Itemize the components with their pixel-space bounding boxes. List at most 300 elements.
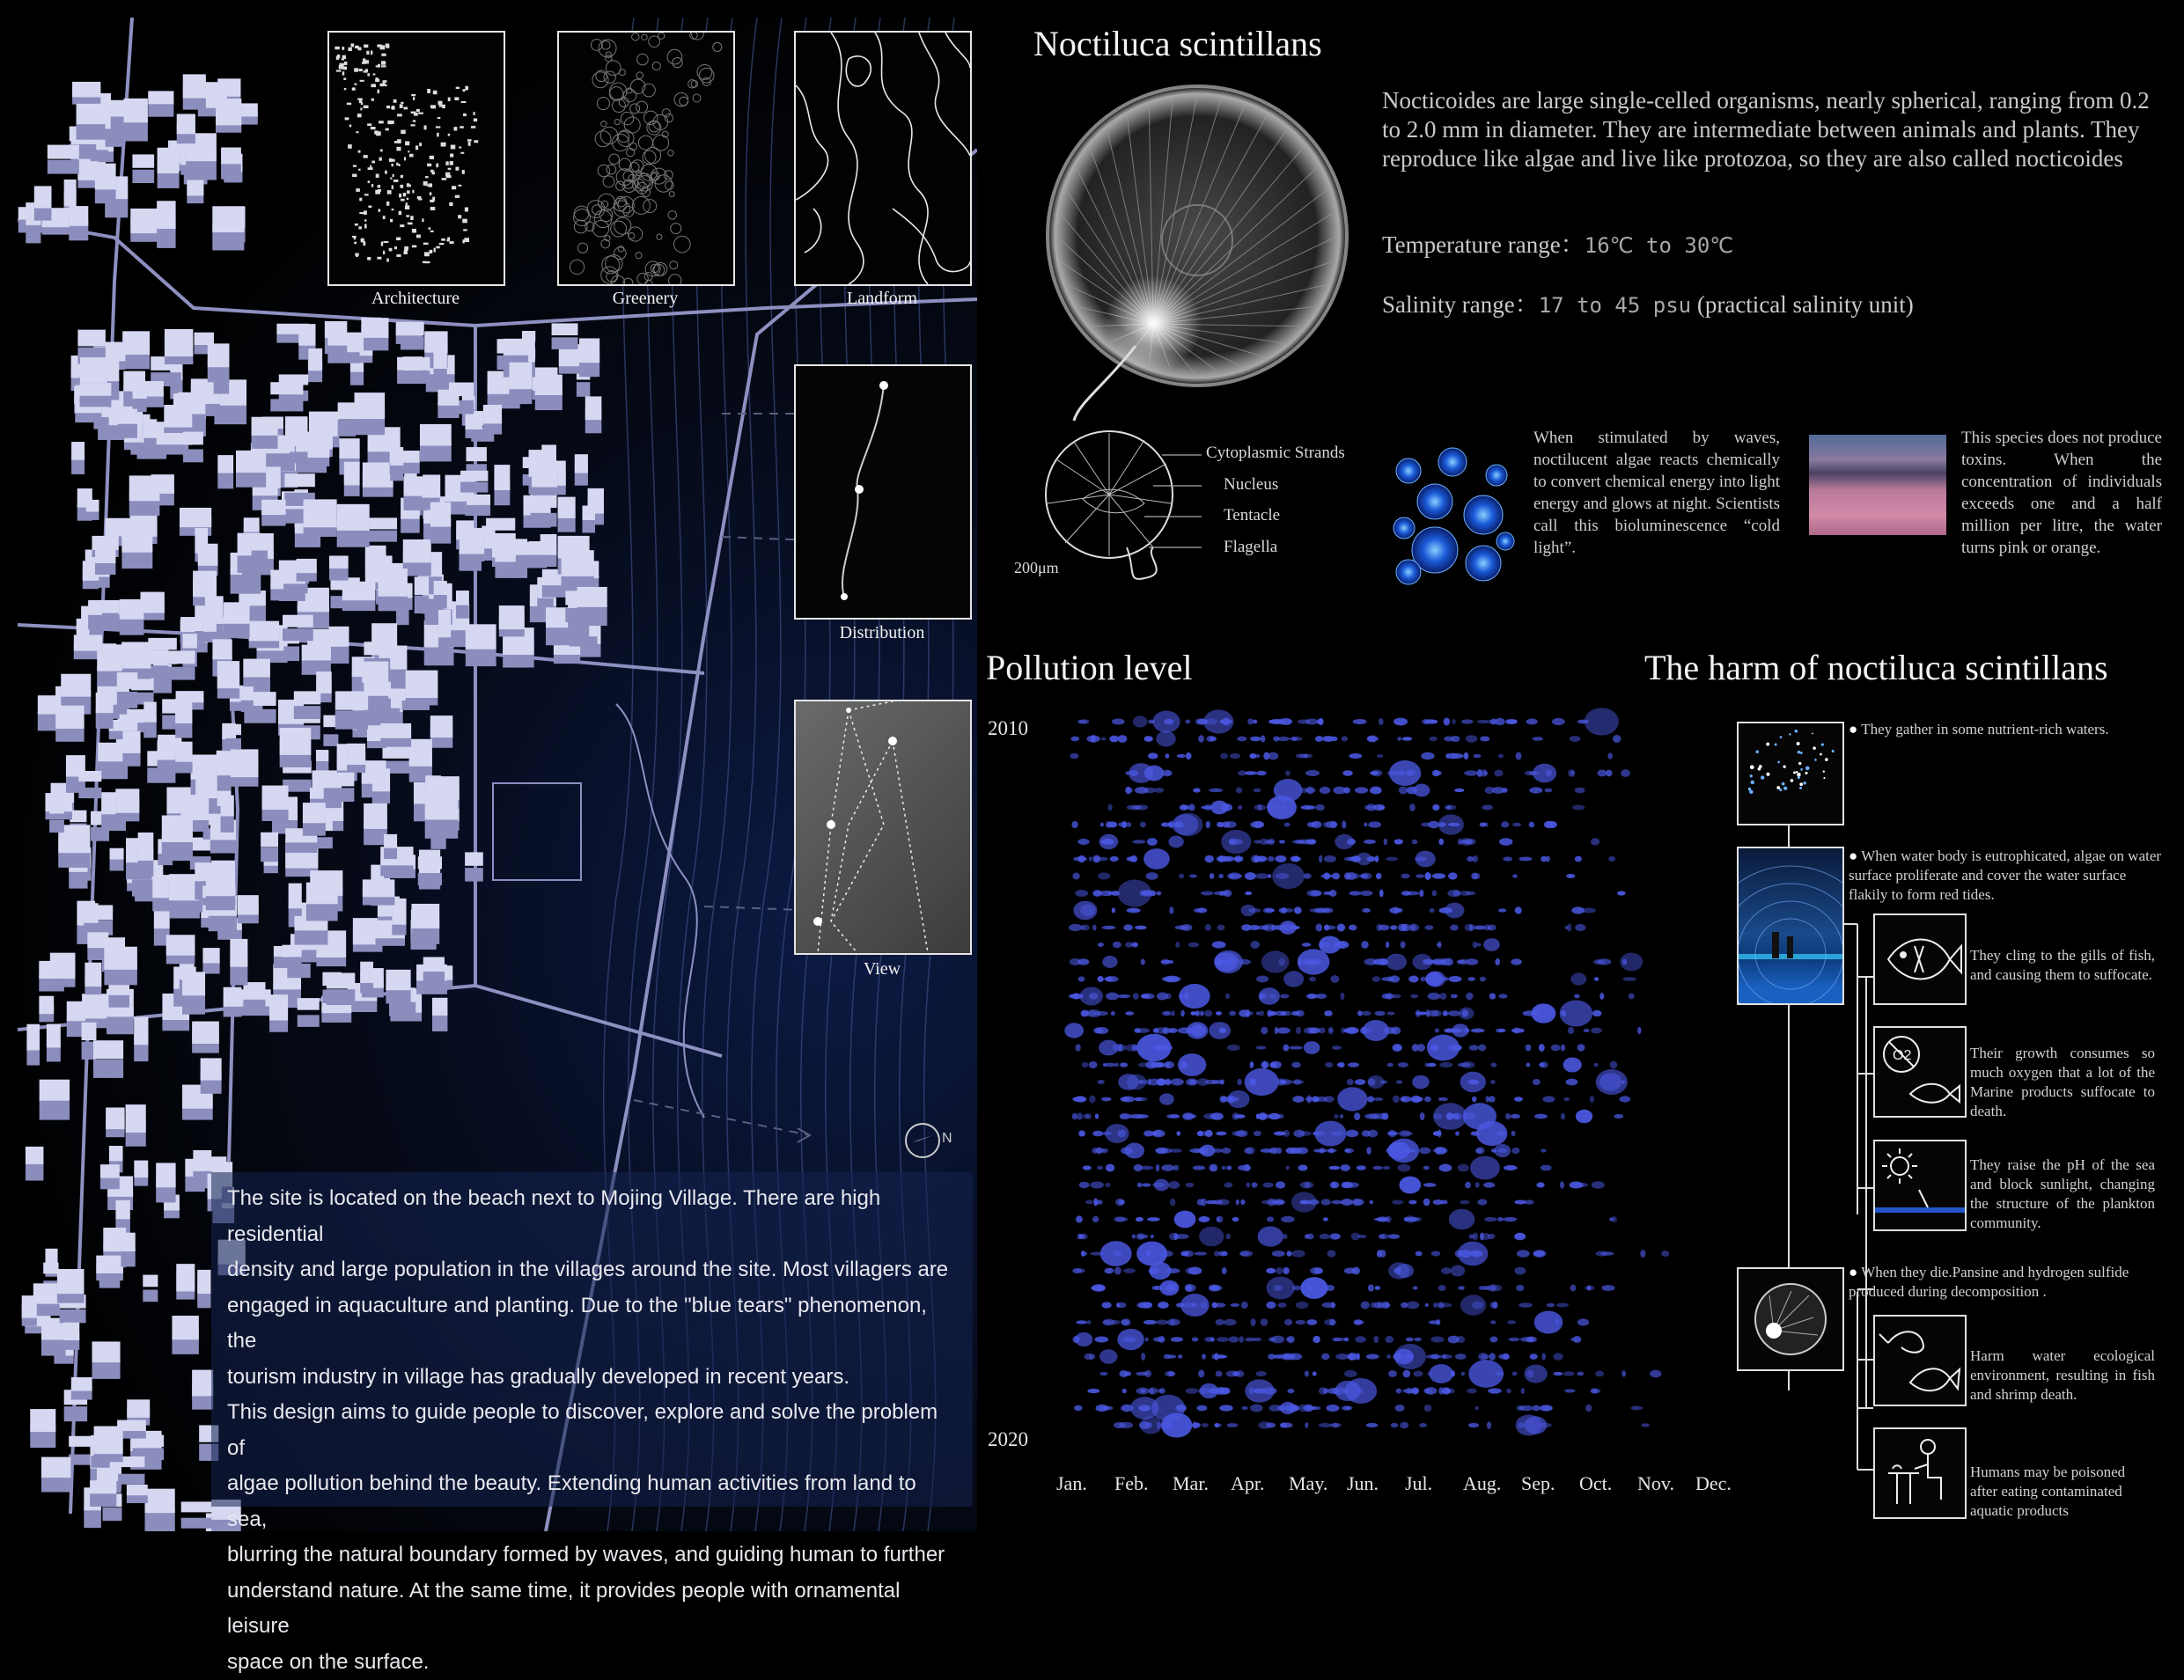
pollution-dot	[1607, 752, 1612, 759]
pollution-dot	[1519, 1405, 1533, 1411]
pollution-dot	[1368, 1284, 1374, 1291]
pollution-dot	[1140, 822, 1146, 828]
pollution-dot	[1354, 1112, 1360, 1120]
pollution-dot	[1412, 1075, 1430, 1089]
pollution-dot	[1247, 1011, 1254, 1016]
pollution-dot	[1121, 1318, 1130, 1326]
pollution-dot	[1462, 1009, 1469, 1016]
pollution-dot	[1556, 1303, 1569, 1308]
pollution-dot	[1342, 821, 1346, 829]
pollution-dot	[1280, 1422, 1287, 1427]
pollution-dot	[1421, 752, 1434, 759]
pollution-dot	[1070, 753, 1078, 759]
pollution-dot	[1592, 1010, 1602, 1016]
pollution-dot	[1076, 1215, 1083, 1222]
pollution-dot	[1280, 994, 1289, 998]
pollution-dot	[1075, 890, 1088, 897]
pollution-dot	[1136, 1242, 1167, 1266]
pollution-dot	[1200, 1010, 1203, 1016]
pollution-dot	[1287, 1251, 1292, 1256]
pollution-dot	[1289, 1405, 1298, 1412]
description-line: algae pollution behind the beauty. Extending human activities from land to sea,	[227, 1466, 957, 1537]
pollution-dot	[1430, 1354, 1440, 1360]
pollution-dot	[1186, 1183, 1195, 1188]
pollution-dot	[1094, 1284, 1106, 1292]
pollution-dot	[1214, 1302, 1225, 1307]
pollution-dot	[1469, 925, 1473, 931]
pollution-dot	[1357, 1165, 1366, 1170]
pollution-dot	[1198, 1131, 1202, 1136]
month-label: Dec.	[1695, 1472, 1732, 1495]
harm-point-1: ● They gather in some nutrient-rich waters.	[1849, 720, 2166, 739]
pollution-dot	[1268, 1354, 1276, 1359]
pollution-dot	[1130, 1114, 1143, 1119]
pollution-dot	[1433, 1302, 1438, 1308]
pollution-dot	[1108, 804, 1113, 811]
bioluminescence-text: When stimulated by waves, noctilucent algae reacts chemically to convert chemical energy into light energy and glows at night. Scientists call this bioluminescence “cold light”.	[1533, 427, 1780, 559]
pollution-dot	[1077, 839, 1089, 845]
pollution-dot	[1237, 1079, 1241, 1085]
pollution-dot	[1313, 1371, 1317, 1376]
pollution-dot	[1490, 1080, 1496, 1084]
pollution-dot	[1489, 1096, 1496, 1102]
pollution-dot	[1379, 718, 1384, 725]
pollution-dot	[1307, 822, 1317, 827]
pollution-dot	[1474, 1406, 1478, 1411]
pollution-dot	[1121, 1405, 1133, 1412]
pollution-dot	[1241, 905, 1256, 916]
pollution-dot	[1570, 736, 1581, 742]
pollution-dot	[1423, 1166, 1430, 1170]
pollution-dot	[1227, 1045, 1240, 1051]
pollution-dot	[1261, 1318, 1268, 1325]
pollution-dot	[1529, 787, 1542, 793]
month-label: Aug.	[1463, 1472, 1501, 1495]
pollution-dot	[1597, 770, 1607, 777]
landform-label: Landform	[794, 289, 970, 309]
pollution-dot	[1106, 1164, 1115, 1172]
pollution-dot	[1469, 1045, 1479, 1051]
pollution-dot	[1387, 771, 1400, 776]
pollution-dot	[1085, 1200, 1093, 1205]
pollution-dot	[1154, 1045, 1162, 1051]
pollution-dot	[1133, 993, 1139, 1000]
pollution-dot	[1216, 1011, 1222, 1016]
pollution-dot	[1320, 787, 1330, 794]
pollution-dot	[1396, 1080, 1402, 1083]
pollution-dot	[1504, 1217, 1517, 1221]
pollution-dot	[1159, 1280, 1179, 1296]
pollution-dot	[1629, 994, 1635, 1000]
pollution-dot	[1107, 821, 1117, 827]
pollution-dot	[1608, 856, 1615, 862]
pollution-title: Pollution level	[986, 647, 1192, 688]
pollution-dot	[1553, 1372, 1563, 1376]
pollution-dot	[1551, 1045, 1561, 1052]
pollution-dot	[1143, 848, 1170, 869]
pollution-dot	[1145, 872, 1158, 880]
pollution-dot	[1458, 1164, 1469, 1172]
pollution-dot	[1285, 770, 1291, 775]
pollution-dot	[1339, 1062, 1345, 1067]
pollution-dot	[1103, 1320, 1111, 1324]
pollution-dot	[1342, 770, 1352, 776]
pollution-dot	[1105, 1124, 1129, 1143]
pollution-dot	[1101, 1302, 1111, 1308]
pollution-dot	[1525, 771, 1535, 776]
pollution-dot	[1091, 735, 1096, 743]
pollution-dot	[1620, 953, 1643, 972]
pollution-dot	[1460, 1200, 1469, 1204]
pollution-dot	[1485, 787, 1495, 794]
pollution-dot	[1355, 1336, 1366, 1343]
harm-point-2: ● When water body is eutrophicated, algae on water surface proliferate and cover the water surface flakily to form red tides.	[1849, 847, 2166, 905]
description-line: The site is located on the beach next to Mojing Village. There are high residential	[227, 1181, 957, 1252]
pollution-dot	[1433, 1199, 1444, 1205]
pollution-dot	[1476, 1148, 1485, 1155]
pollution-dot	[1084, 1251, 1087, 1255]
pollution-dot	[1334, 941, 1337, 948]
pollution-dot	[1577, 1044, 1585, 1051]
pollution-dot	[1344, 1370, 1357, 1377]
pollution-dot	[1191, 1024, 1206, 1036]
pollution-dot	[1238, 1165, 1251, 1170]
pollution-dot	[1435, 1131, 1440, 1136]
pollution-dot	[1323, 891, 1333, 895]
pollution-dot	[1215, 1423, 1218, 1427]
pollution-dot	[1222, 1166, 1226, 1170]
pollution-dot	[1333, 1338, 1344, 1341]
pollution-dot	[1165, 753, 1169, 759]
pollution-dot	[1276, 1027, 1290, 1033]
month-label: Jun.	[1347, 1472, 1379, 1495]
pollution-dot	[1144, 766, 1164, 781]
pollution-dot	[1501, 821, 1509, 827]
view-inset	[794, 700, 972, 955]
pollution-dot	[1414, 1338, 1421, 1342]
pollution-dot	[1384, 1112, 1389, 1119]
pollution-dot	[1229, 1336, 1239, 1342]
pollution-dot	[1287, 1336, 1295, 1344]
pollution-dot	[1367, 736, 1378, 743]
pollution-dot	[1547, 1303, 1555, 1308]
pollution-dot	[1118, 1044, 1122, 1052]
pollution-dot	[1319, 1423, 1332, 1427]
pollution-dot	[1221, 1148, 1231, 1154]
harm-point-3: ● When they die.Pansine and hydrogen sulfide produced during decomposition .	[1849, 1263, 2166, 1302]
pollution-dot	[1266, 1302, 1276, 1309]
pollution-dot	[1424, 1097, 1431, 1103]
description-line: This design aims to guide people to discover, explore and solve the problem of	[227, 1395, 957, 1466]
pollution-dot	[1408, 976, 1418, 983]
pollution-dot	[1471, 873, 1478, 880]
pollution-dot	[1391, 1423, 1399, 1427]
pollution-dot	[1298, 839, 1311, 844]
pollution-dot	[1210, 873, 1214, 879]
pollution-dot	[1221, 1097, 1233, 1102]
pollution-dot	[1277, 719, 1285, 724]
pollution-dot	[1399, 787, 1408, 795]
pollution-dot	[1276, 1267, 1283, 1274]
pollution-dot	[1593, 959, 1604, 965]
pollution-dot	[1245, 771, 1257, 774]
pollution-dot	[1396, 1388, 1402, 1393]
pollution-dot	[1136, 1388, 1150, 1395]
pollution-dot	[1372, 976, 1380, 982]
pollution-dot	[1564, 1389, 1575, 1392]
pollution-dot	[1275, 1027, 1278, 1034]
pollution-dot	[1173, 1165, 1179, 1171]
pollution-dot	[1383, 1166, 1390, 1170]
pollution-dot	[1630, 1406, 1643, 1411]
pollution-dot	[1098, 872, 1110, 879]
pollution-dot	[1184, 1114, 1196, 1119]
pollution-dot	[1347, 839, 1356, 845]
pollution-dot	[1397, 737, 1401, 741]
pollution-dot	[1514, 1267, 1526, 1275]
pollution-dot	[1443, 1354, 1446, 1359]
pollution-dot	[1346, 872, 1357, 880]
pollution-dot	[1570, 1285, 1577, 1292]
pollution-dot	[1120, 1097, 1129, 1102]
pollution-dot	[1511, 1131, 1516, 1136]
pollution-dot	[1305, 770, 1320, 776]
pollution-dot	[1425, 1009, 1430, 1017]
harm-title: The harm of noctiluca scintillans	[1644, 647, 2108, 688]
pollution-dot	[1451, 994, 1458, 999]
pollution-dot	[1323, 872, 1329, 879]
pollution-dot	[1621, 769, 1630, 777]
pollution-dot	[1109, 736, 1119, 743]
pollution-dot	[1177, 1131, 1180, 1135]
pollution-dot	[1483, 1182, 1495, 1188]
pollution-dot	[1438, 1302, 1445, 1308]
pollution-dot	[1127, 805, 1140, 811]
pollution-dot	[1568, 1027, 1574, 1034]
pollution-dot	[1239, 1251, 1249, 1257]
pollution-dot	[1406, 1388, 1412, 1395]
pollution-dot	[1171, 1078, 1184, 1085]
pollution-dot	[1439, 1062, 1452, 1067]
pollution-dot	[1266, 1268, 1276, 1273]
pollution-dot	[1257, 1113, 1268, 1119]
pollution-dot	[1650, 1370, 1661, 1378]
pollution-dot	[1350, 856, 1361, 862]
pollution-dot	[1304, 1027, 1316, 1034]
pollution-dot	[1480, 822, 1487, 826]
fish-icon	[1873, 913, 1967, 1005]
pollution-dot	[1136, 1233, 1144, 1240]
pollution-dot	[1313, 1097, 1320, 1102]
pollution-dot	[1311, 891, 1322, 897]
pollution-dot	[1218, 855, 1224, 862]
pollution-dot	[1364, 805, 1372, 810]
pollution-dot	[1147, 1217, 1160, 1221]
pollution-dot	[1136, 1372, 1148, 1376]
pollution-dot	[1268, 856, 1274, 862]
pollution-dot	[1585, 1405, 1592, 1412]
pollution-dot	[1318, 908, 1330, 912]
pollution-dot	[1283, 1354, 1295, 1360]
pollution-dot	[1355, 787, 1368, 793]
pollution-dot	[1151, 1235, 1154, 1238]
pollution-dot	[1277, 737, 1290, 741]
pollution-dot	[1148, 752, 1158, 759]
pollution-dot	[1431, 1251, 1441, 1256]
pollution-dot	[1179, 874, 1184, 879]
pollution-dot	[1278, 1354, 1283, 1360]
pollution-dot	[1250, 1405, 1263, 1412]
pollution-dot	[1498, 994, 1507, 998]
pollution-dot	[1263, 1182, 1274, 1187]
pollution-dot	[1099, 1372, 1107, 1376]
pollution-dot	[1444, 1028, 1454, 1032]
pollution-dot	[1320, 1234, 1330, 1239]
pollution-dot	[1561, 1045, 1565, 1052]
pollution-dot	[1092, 924, 1096, 930]
pollution-dot	[1325, 1285, 1335, 1291]
pollution-dot	[1305, 718, 1318, 724]
pollution-dot	[1101, 737, 1107, 740]
pollution-dot	[1258, 1226, 1283, 1246]
month-label: Oct.	[1579, 1472, 1612, 1495]
pollution-dot	[1378, 1302, 1384, 1308]
pollution-dot	[1166, 1114, 1173, 1118]
pollution-dot	[1474, 926, 1486, 930]
pollution-dot	[1369, 1200, 1373, 1204]
pollution-dot	[1279, 908, 1288, 913]
pollution-dot	[1444, 1200, 1448, 1205]
pollution-dot	[1498, 754, 1504, 759]
pollution-dot	[1430, 1336, 1444, 1342]
pollution-dot	[1570, 1338, 1580, 1342]
pollution-dot	[1303, 873, 1311, 878]
pollution-dot	[1204, 1010, 1212, 1017]
pollution-dot	[1291, 1250, 1305, 1257]
pollution-dot	[1077, 720, 1087, 723]
pollution-dot	[1362, 908, 1371, 913]
pollution-dot	[1219, 891, 1224, 896]
pollution-dot	[1237, 737, 1247, 742]
pollution-dot	[1613, 735, 1621, 743]
pollution-dot	[1575, 856, 1582, 862]
pollution-dot	[1343, 1028, 1354, 1032]
pollution-dot	[1201, 891, 1214, 895]
pollution-dot	[1431, 958, 1445, 965]
pollution-dot	[1086, 1009, 1096, 1016]
pollution-dot	[1563, 1097, 1570, 1101]
pollution-dot	[1287, 1389, 1294, 1393]
pollution-dot	[1331, 1302, 1335, 1308]
pollution-dot	[1423, 1183, 1437, 1187]
pollution-dot	[1389, 907, 1401, 913]
pollution-dot	[1321, 1354, 1329, 1361]
pollution-dot	[1349, 891, 1361, 895]
pollution-dot	[1460, 1295, 1486, 1316]
pollution-dot	[1444, 737, 1453, 742]
pollution-dot	[1344, 1148, 1354, 1154]
pollution-dot	[1216, 1132, 1226, 1136]
pollution-dot	[1122, 1389, 1127, 1394]
pollution-dot	[1165, 976, 1179, 983]
pollution-dot	[1481, 1354, 1491, 1359]
pollution-dot	[1366, 1147, 1371, 1155]
pollution-dot	[1281, 1011, 1287, 1016]
pollution-dot	[1542, 1096, 1555, 1102]
pollution-dot	[1375, 1286, 1380, 1290]
pollution-dot	[1410, 994, 1418, 998]
pollution-dot	[1094, 1011, 1108, 1016]
pollution-dot	[1512, 874, 1518, 877]
pollution-dot	[1330, 1182, 1340, 1189]
pollution-dot	[1185, 1284, 1193, 1292]
north-arrow-icon	[905, 1123, 940, 1158]
pollution-dot	[1252, 1182, 1258, 1187]
pollution-dot	[1141, 1353, 1145, 1361]
pollution-dot	[1117, 1302, 1126, 1309]
pollution-dot	[1259, 1010, 1264, 1016]
pollution-dot	[1497, 1217, 1504, 1221]
effect-text-1: They cling to the gills of fish, and causing them to suffocate.	[1970, 946, 2155, 985]
pollution-dot	[1328, 1027, 1334, 1035]
pollution-dot	[1526, 1063, 1531, 1067]
pollution-dot	[1323, 1217, 1328, 1221]
pollution-dot	[1324, 1319, 1336, 1325]
pollution-dot	[1147, 838, 1158, 846]
pollution-dot	[1372, 960, 1379, 964]
pollution-dot	[1141, 958, 1145, 965]
pollution-dot	[1617, 891, 1626, 895]
pollution-dot	[1574, 994, 1579, 999]
pollution-dot	[1118, 1074, 1138, 1090]
pollution-dot	[1238, 805, 1242, 810]
pollution-dot	[1423, 959, 1433, 965]
pollution-dot	[1473, 855, 1478, 862]
pollution-dot	[1300, 1182, 1313, 1189]
pollution-dot	[1195, 1251, 1207, 1255]
pollution-dot	[1329, 1166, 1341, 1170]
pollution-dot	[1354, 1320, 1364, 1324]
pollution-dot	[1499, 1354, 1509, 1360]
svg-text:O2: O2	[1893, 1048, 1911, 1063]
pollution-dot	[1293, 1096, 1304, 1103]
pollution-dot	[1098, 1080, 1105, 1084]
pollution-dot	[1555, 1318, 1559, 1325]
pollution-dot	[1250, 941, 1260, 949]
pollution-dot	[1448, 976, 1461, 982]
pollution-dot	[1273, 1148, 1282, 1154]
pollution-dot	[1423, 719, 1438, 723]
pollution-dot	[1164, 1011, 1171, 1015]
greenery-label: Greenery	[557, 289, 733, 309]
pollution-dot	[1512, 823, 1521, 827]
pollution-dot	[1347, 1182, 1359, 1187]
pollution-dot	[1210, 1164, 1217, 1172]
pollution-dot	[1180, 1010, 1184, 1016]
pollution-dot	[1125, 771, 1129, 774]
pollution-dot	[1467, 977, 1475, 981]
pollution-dot	[1315, 736, 1323, 742]
pollution-dot	[1438, 822, 1445, 827]
pollution-dot	[1540, 1405, 1553, 1411]
pollution-dot	[1416, 1009, 1421, 1017]
pollution-dot	[1089, 1096, 1095, 1104]
pollution-dot	[1483, 771, 1488, 775]
pollution-dot	[1225, 1234, 1231, 1240]
pollution-dot	[1099, 834, 1119, 849]
pollution-dot	[1372, 1166, 1383, 1170]
pollution-dot	[1245, 1068, 1279, 1096]
